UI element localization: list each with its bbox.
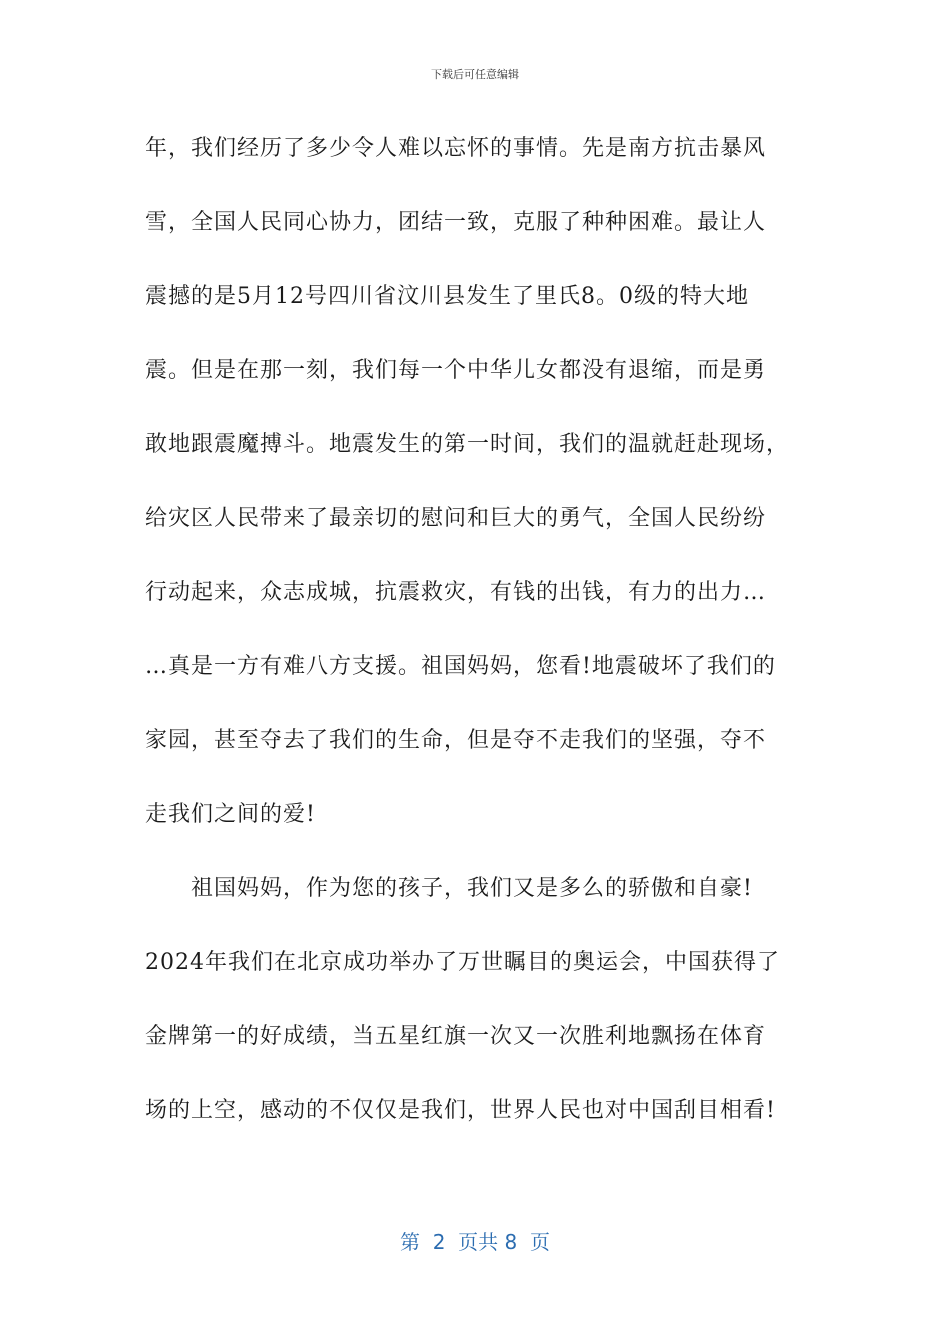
text-line: 年，我们经历了多少令人难以忘怀的事情。先是南方抗击暴风 [145,136,767,161]
page-number-footer: 第 2 页共 8 页 [400,1230,550,1254]
paragraph-2 [145,852,815,1148]
text-line: 震撼的是5月12号四川省汶川县发生了里氏8。0级的特大地 [145,284,749,309]
text-line: 金牌第一的好成绩，当五星红旗一次又一次胜利地飘扬在体育 [145,1024,767,1049]
text-line: 场的上空，感动的不仅仅是我们，世界人民也对中国刮目相看! [145,1098,776,1123]
text-line: 敢地跟震魔搏斗。地震发生的第一时间，我们的温就赶赴现场， [145,432,790,457]
text-line: 走我们之间的爱! [145,802,316,827]
text-line: 2024年我们在北京成功举办了万世瞩目的奥运会，中国获得了 [145,950,780,975]
paragraph-1 [145,112,815,852]
document-body [145,112,815,1148]
text-line: …真是一方有难八方支援。祖国妈妈，您看!地震破坏了我们的 [145,654,776,679]
text-line: 雪，全国人民同心协力，团结一致，克服了种种困难。最让人 [145,210,767,235]
text-line: 家园，甚至夺去了我们的生命，但是夺不走我们的坚强，夺不 [145,728,767,753]
header-note: 下载后可任意编辑 [431,68,519,81]
text-line: 给灾区人民带来了最亲切的慰问和巨大的勇气，全国人民纷纷 [145,506,767,531]
text-line: 祖国妈妈，作为您的孩子，我们又是多么的骄傲和自豪! [191,876,753,901]
text-line: 震。但是在那一刻，我们每一个中华儿女都没有退缩，而是勇 [145,358,767,383]
text-line: 行动起来，众志成城，抗震救灾，有钱的出钱，有力的出力… [145,580,767,605]
